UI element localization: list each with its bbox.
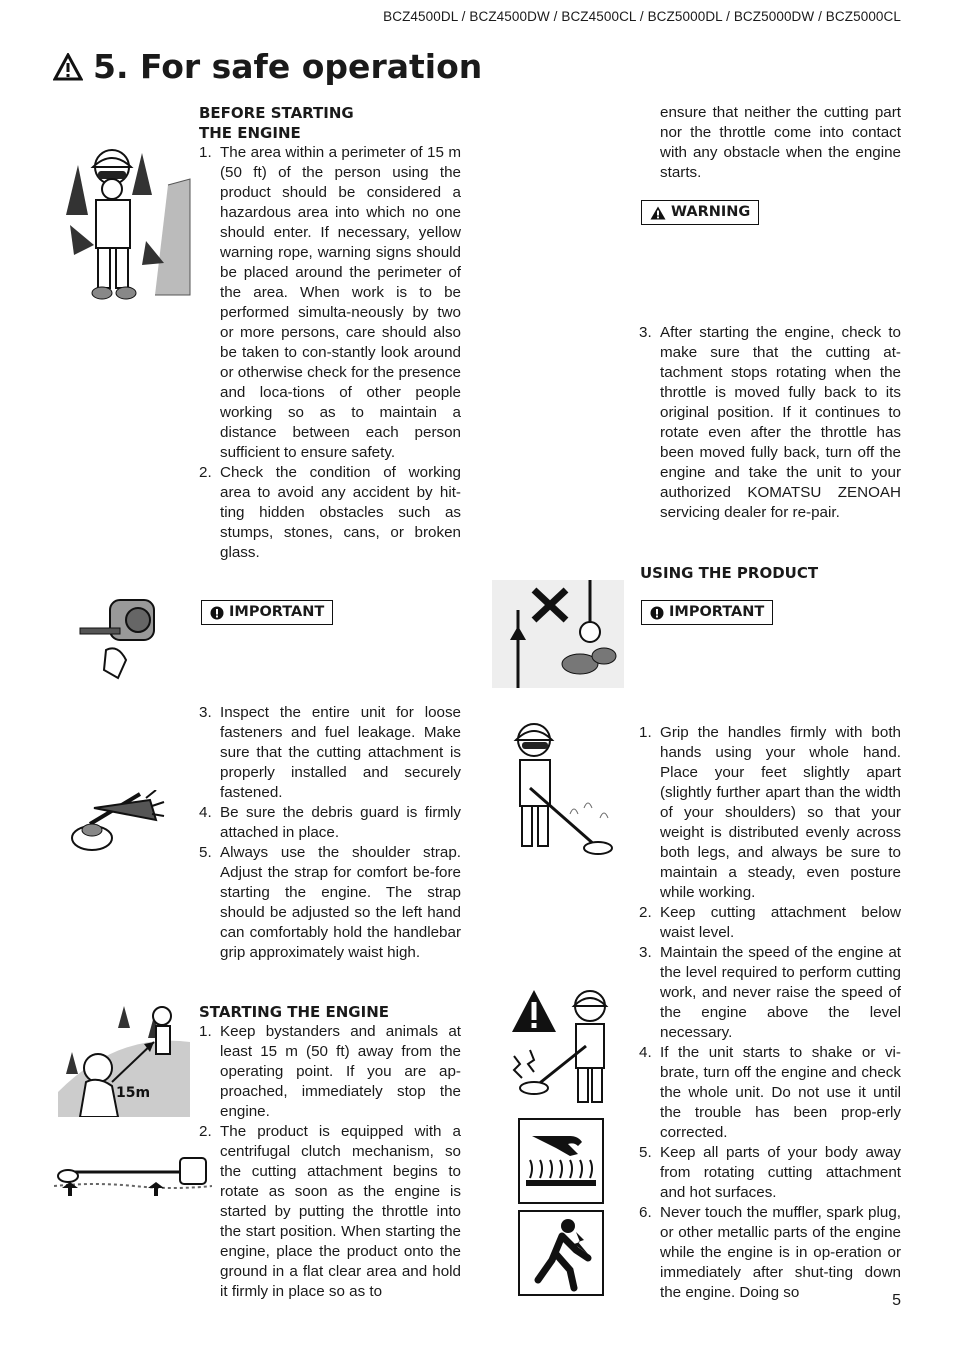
important-icon (650, 606, 664, 620)
list-text: Keep bystanders and animals at least 15 m (50 ft) away from the operating point. If you are ap-proached, immediately stop the engine. (220, 1023, 461, 1120)
list-number: 2. (639, 904, 652, 921)
debris-guard-illustration (60, 790, 172, 860)
blade-contact-prohibited-illustration (492, 580, 624, 688)
warning-triangle-icon (650, 206, 666, 220)
list-item (199, 1122, 461, 1302)
list-item (639, 1143, 901, 1203)
list-item (199, 703, 461, 803)
list-item (639, 1203, 901, 1303)
list-text: After starting the engine, check to make sure that the cutting at-tachment stops rotating when the throttle is moved fully back to its original position. If it continues to rotate even after the throttle has been moved fully back, turn off the engine and take the unit to your authorized KOMATSU ZENOAH servicing dealer for re-pair. (660, 324, 901, 521)
engine-fuel-check-illustration (78, 590, 170, 682)
list-number: 3. (639, 944, 652, 961)
list-number: 1. (199, 1023, 212, 1040)
trimmer-on-ground-illustration (54, 1152, 212, 1198)
list-text: Check the condition of working area to avoid any accident by hit-ting hidden obstacles such as stumps, stones, cans, or broken glass. (220, 464, 461, 561)
before-starting-heading: BEFORE STARTING (199, 104, 354, 122)
important-label: IMPORTANT (229, 604, 325, 620)
warning-box-wrap (641, 200, 759, 226)
right-column-bottom (639, 723, 901, 1303)
important-box-left-wrap (201, 600, 333, 626)
important-label-box (641, 600, 773, 625)
model-list: BCZ4500DL / BCZ4500DW / BCZ4500CL / BCZ5000DL / BCZ5000DW / BCZ5000CL (383, 9, 901, 24)
list-text: Keep cutting attachment below waist level. (660, 904, 901, 941)
list-text: Always use the shoulder strap. Adjust the strap for comfort be-fore starting the engine. The strap should be adjusted so the left hand can comfortably hold the handlebar grip approximately waist high. (220, 844, 461, 961)
using-product-heading: USING THE PRODUCT (640, 564, 819, 582)
left-column-top (199, 103, 461, 563)
list-item (199, 843, 461, 963)
continued-text: ensure that neither the cutting part nor the throttle come into contact with any obstacle when the engine starts. (660, 104, 901, 181)
warning-label-box (641, 200, 759, 225)
hot-surface-pictogram (518, 1118, 604, 1204)
vibrating-unit-illustration (500, 986, 624, 1110)
list-item (639, 1043, 901, 1143)
warning-triangle-icon (53, 53, 83, 81)
list-text: Be sure the debris guard is firmly attached in place. (220, 804, 461, 841)
list-text: Grip the handles firmly with both hands using your whole hand. Place your feet slightly apart (slightly further apart than the width of your shoulders) so that your weight is distributed evenly across both legs, and always be sure to maintain a steady, even posture while working. (660, 724, 901, 901)
list-text: Maintain the speed of the engine at the level required to perform cutting work, and never raise the speed of the engine above the level necessary. (660, 944, 901, 1041)
before-starting-heading-line2: THE ENGINE (199, 124, 301, 142)
list-number: 1. (199, 144, 212, 161)
right-column-top (639, 103, 901, 183)
list-item (199, 803, 461, 843)
list-text: The product is equipped with a centrifugal clutch mechanism, so the cutting attachment begins to rotate as soon as the engine is started by putting the throttle into the start position. When starting the engine, place the product onto the ground in a flat clear area and hold it firmly in place so as to (220, 1123, 461, 1300)
page-title (53, 47, 482, 86)
bystander-distance-illustration (58, 1002, 190, 1117)
list-item (639, 323, 901, 523)
list-number: 5. (639, 1144, 652, 1161)
list-number: 4. (639, 1044, 652, 1061)
list-item (639, 943, 901, 1043)
starting-engine-heading: STARTING THE ENGINE (199, 1003, 390, 1021)
list-item (199, 463, 461, 563)
important-icon (210, 606, 224, 620)
list-number: 3. (639, 324, 652, 341)
worker-with-cones-illustration (60, 145, 192, 303)
list-item (639, 903, 901, 943)
page-title-text: 5. For safe operation (93, 47, 483, 86)
list-item (639, 723, 901, 903)
list-text: Inspect the entire unit for loose fasteners and fuel leakage. Make sure that the cutting attachment is properly installed and securely fastened. (220, 704, 461, 801)
list-number: 6. (639, 1204, 652, 1221)
list-number: 1. (639, 724, 652, 741)
warning-label: WARNING (671, 204, 751, 220)
important-label: IMPORTANT (669, 604, 765, 620)
list-number: 4. (199, 804, 212, 821)
using-heading-wrap (640, 563, 902, 583)
important-box-right-wrap (641, 600, 773, 626)
fig-label-15m: 15m (116, 1085, 151, 1101)
list-number: 3. (199, 704, 212, 721)
list-text: If the unit starts to shake or vi-brate, turn off the engine and check the whole unit. Do not use it until the trouble has been prop-erly corrected. (660, 1044, 901, 1141)
list-number: 2. (199, 464, 212, 481)
left-column-bottom (199, 1002, 461, 1302)
list-number: 5. (199, 844, 212, 861)
worker-grip-illustration (500, 718, 624, 858)
list-number: 2. (199, 1123, 212, 1140)
page-number: 5 (892, 1292, 901, 1309)
list-item (199, 143, 461, 463)
list-item (199, 1022, 461, 1122)
list-text: Keep all parts of your body away from rotating cutting attachment and hot surfaces. (660, 1144, 901, 1201)
list-text: The area within a perimeter of 15 m (50 ft) of the person using the product should be considered a hazardous area into which no one should enter. If necessary, yellow warning rope, warning signs should be placed around the perimeter of the area. When work is to be performed simulta-neously by two or more persons, care should also be taken to con-stantly look around or otherwise check for the presence and loca-tions of other people working so as to maintain a distance between each person sufficient to ensure safety. (220, 144, 461, 461)
important-label-box (201, 600, 333, 625)
list-text: Never touch the muffler, spark plug, or other metallic parts of the engine while the engine is in op-eration or immediately after shut-ting down the engine. Doing so (660, 1204, 901, 1301)
electric-shock-pictogram (518, 1210, 604, 1296)
left-column-middle (199, 703, 461, 963)
right-column-middle (639, 323, 901, 523)
